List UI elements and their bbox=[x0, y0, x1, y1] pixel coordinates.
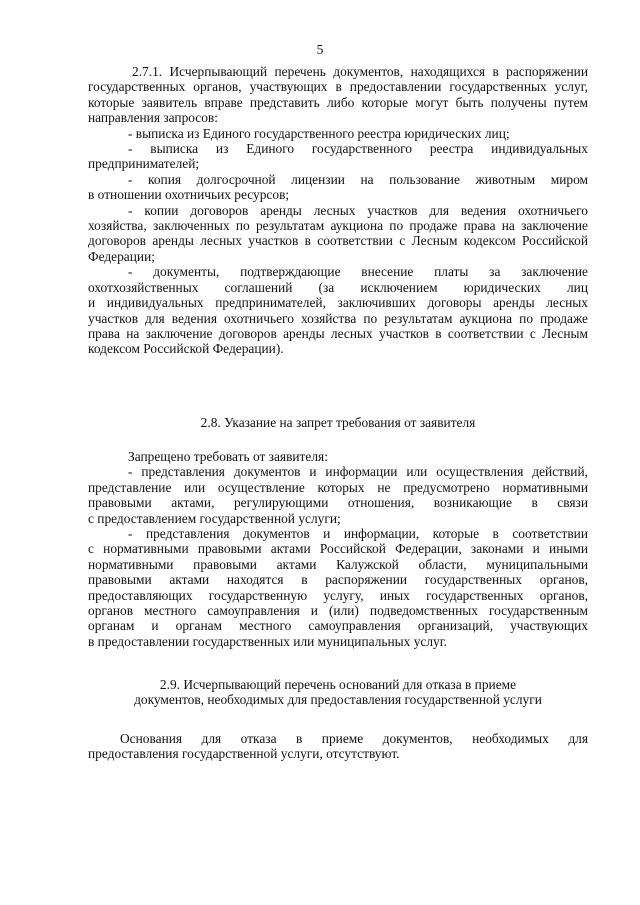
list-item-line: кодексом Российской Федерации). bbox=[88, 341, 284, 357]
list-item-line: в отношении охотничьих ресурсов; bbox=[88, 187, 290, 203]
list-item-line: и индивидуальных предпринимателей, заключивших договоры аренды лесных bbox=[88, 295, 588, 311]
paragraph-line: 2.7.1. Исчерпывающий перечень документов, находящихся в распоряжении bbox=[132, 64, 588, 79]
paragraph-line: предоставления государственной услуги, отсутствуют. bbox=[88, 746, 400, 762]
paragraph-line: Основания для отказа в приеме документов, необходимых для bbox=[120, 731, 588, 746]
list-item-line: - копия долгосрочной лицензии на пользование животным миром bbox=[128, 171, 588, 187]
list-item-line: в предоставлении государственных или муниципальных услуг. bbox=[88, 633, 448, 649]
paragraph-line: направления запросов: bbox=[88, 110, 218, 126]
list-item-line: с предоставлением государственной услуги; bbox=[88, 510, 341, 526]
section-2-9 bbox=[88, 731, 588, 762]
section-2-8 bbox=[88, 449, 588, 649]
list-item-line: правовыми актами, регулирующими отношения, возникающие в связи bbox=[88, 495, 588, 511]
section-heading: 2.8. Указание на запрет требования от заявителя bbox=[200, 415, 476, 430]
section-heading-line: документов, необходимых для предоставления государственной услуги bbox=[134, 692, 542, 708]
section-2-7-1 bbox=[88, 64, 588, 357]
section-heading-line: 2.9. Исчерпывающий перечень оснований для отказа в приеме bbox=[159, 677, 517, 692]
list-item-line: нормативными правовыми актами Калужской области, муниципальными bbox=[88, 556, 588, 572]
list-item-line: предоставляющих государственную услугу, иных государственных органов, bbox=[88, 587, 588, 603]
list-item-line: органам и органам местного самоуправления организаций, участвующих bbox=[88, 618, 588, 634]
list-item-line: хозяйства, заключенных по результатам аукциона по продаже права на заключение bbox=[88, 218, 588, 234]
list-item-line: участков для ведения охотничьего хозяйства по результатам аукциона по продаже bbox=[88, 310, 588, 326]
heading-2-9 bbox=[88, 677, 588, 708]
list-item-line: - выписка из Единого государственного реестра индивидуальных bbox=[128, 141, 588, 157]
paragraph-line: государственных органов, участвующих в предоставлении государственных услуг, bbox=[88, 79, 588, 95]
list-item-line: - представления документов и информации, которые в соответствии bbox=[128, 526, 588, 542]
list-item-line: договоров аренды лесных участков в соответствии с Лесным кодексом Российской bbox=[88, 233, 588, 249]
list-item-line: органов местного самоуправления и (или) подведомственных государственным bbox=[88, 603, 588, 619]
list-item-line: права на заключение договоров аренды лесных участков в соответствии с Лесным bbox=[88, 325, 588, 341]
heading-2-8 bbox=[88, 415, 588, 430]
list-item-line: - представления документов и информации или осуществления действий, bbox=[128, 464, 588, 480]
list-item-line: - выписка из Единого государственного реестра юридических лиц; bbox=[128, 125, 510, 141]
list-item-line: правовыми актами находятся в распоряжении государственных органов, bbox=[88, 572, 588, 588]
list-item-line: представление или осуществление которых не предусмотрено нормативными bbox=[88, 479, 588, 495]
paragraph-line: Запрещено требовать от заявителя: bbox=[128, 449, 328, 464]
page-number: 5 bbox=[316, 42, 324, 57]
list-item-line: - документы, подтверждающие внесение платы за заключение bbox=[128, 264, 588, 280]
list-item-line: Федерации; bbox=[88, 248, 155, 264]
list-item-line: - копии договоров аренды лесных участков для ведения охотничьего bbox=[128, 202, 588, 218]
list-item-line: с нормативными правовыми актами Российской Федерации, законами и иными bbox=[88, 541, 588, 557]
list-item-line: предпринимателей; bbox=[88, 156, 200, 172]
paragraph-line: которые заявитель вправе представить либо которые могут быть получены путем bbox=[88, 94, 588, 110]
list-item-line: охотхозяйственных соглашений (за исключением юридических лиц bbox=[88, 279, 588, 295]
